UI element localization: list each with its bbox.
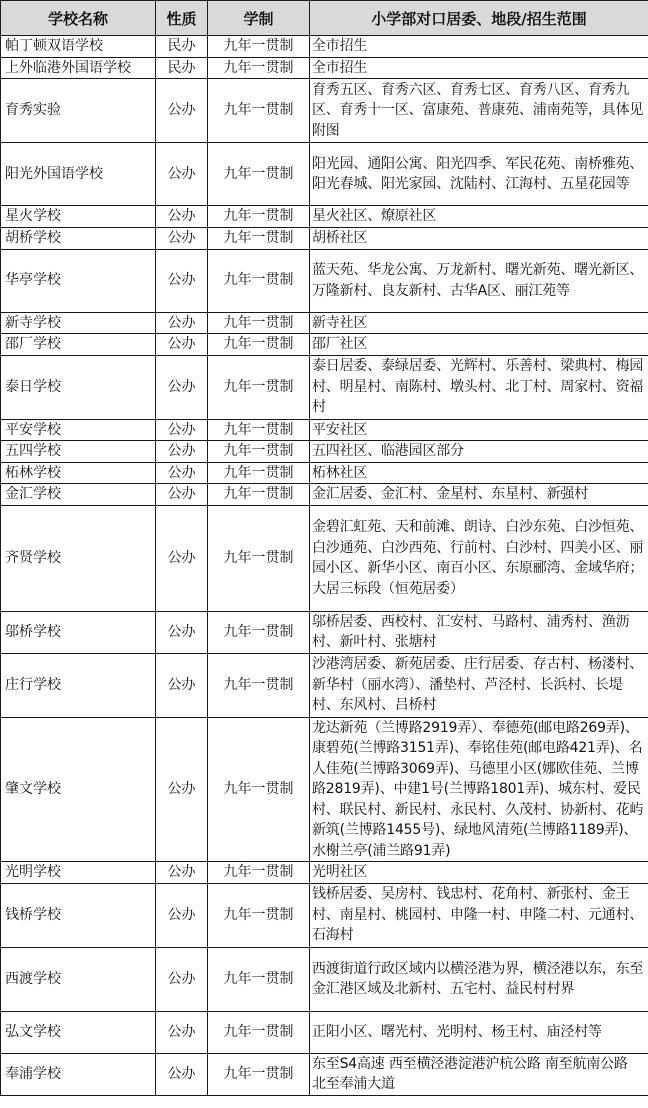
school-name-cell: 胡桥学校: [1, 228, 156, 250]
school-name-cell: 邵厂学校: [1, 334, 156, 356]
table-body: [1, 36, 648, 1096]
table-row: [1, 57, 648, 79]
school-name-cell: 金汇学校: [1, 484, 156, 506]
school-name-cell: 庄行学校: [1, 653, 156, 717]
school-name-cell: 平安学校: [1, 419, 156, 441]
school-type-cell: 公办: [156, 505, 208, 611]
table-row: [1, 206, 648, 228]
enrollment-scope-cell: 星火社区、燎原社区: [310, 206, 648, 228]
school-system-cell: 九年一贯制: [208, 57, 310, 79]
enrollment-scope-cell: 泰日居委、泰绿居委、光辉村、乐善村、梁典村、梅园村、明星村、南陈村、墩头村、北丁村、周家村、资福村: [310, 355, 648, 419]
table-row: [1, 862, 648, 884]
school-type-cell: 公办: [156, 249, 208, 312]
school-name-cell: 上外临港外国语学校: [1, 57, 156, 79]
enrollment-scope-cell: 全市招生: [310, 57, 648, 79]
enrollment-scope-cell: 邵厂社区: [310, 334, 648, 356]
school-system-cell: 九年一贯制: [208, 79, 310, 143]
enrollment-scope-cell: 新寺社区: [310, 312, 648, 334]
school-system-cell: 九年一贯制: [208, 484, 310, 506]
school-name-cell: 弘文学校: [1, 1011, 156, 1053]
school-name-cell: 邬桥学校: [1, 611, 156, 653]
school-system-cell: 九年一贯制: [208, 653, 310, 717]
school-type-cell: 公办: [156, 484, 208, 506]
school-type-cell: 公办: [156, 228, 208, 250]
school-system-cell: 九年一贯制: [208, 206, 310, 228]
school-name-cell: 帕丁顿双语学校: [1, 36, 156, 58]
school-system-cell: 九年一贯制: [208, 883, 310, 947]
school-name-cell: 华亭学校: [1, 249, 156, 312]
enrollment-scope-cell: 金碧汇虹苑、天和前滩、朗诗、白沙东苑、白沙恒苑、白沙通苑、白沙西苑、行前村、白沙村、四美小区、丽园小区、新华小区、南百小区、东原郦湾、金域华府；大居三标段（恒苑居委）: [310, 505, 648, 611]
school-type-cell: 公办: [156, 653, 208, 717]
table-row: [1, 1053, 648, 1095]
enrollment-scope-cell: 平安社区: [310, 419, 648, 441]
table-row: [1, 947, 648, 1011]
header-school-name: 学校名称: [1, 1, 156, 36]
school-type-cell: 公办: [156, 611, 208, 653]
enrollment-scope-cell: 育秀五区、育秀六区、育秀七区、育秀八区、育秀九区、育秀十一区、富康苑、普康苑、浦南苑等，具体见附图: [310, 79, 648, 143]
table-row: [1, 611, 648, 653]
header-school-type: 性质: [156, 1, 208, 36]
table-header-row: [1, 1, 648, 36]
table-row: [1, 355, 648, 419]
school-type-cell: 公办: [156, 355, 208, 419]
enrollment-scope-cell: 光明社区: [310, 862, 648, 884]
header-school-system: 学制: [208, 1, 310, 36]
table-row: [1, 419, 648, 441]
table-row: [1, 334, 648, 356]
school-type-cell: 公办: [156, 419, 208, 441]
enrollment-scope-cell: 沙港湾居委、新苑居委、庄行居委、存古村、杨溇村、新华村（丽水湾）、潘垫村、芦泾村、长浜村、长堤村、东风村、吕桥村: [310, 653, 648, 717]
school-system-cell: 九年一贯制: [208, 228, 310, 250]
school-system-cell: 九年一贯制: [208, 862, 310, 884]
school-name-cell: 柘林学校: [1, 462, 156, 484]
table-row: [1, 883, 648, 947]
school-type-cell: 公办: [156, 862, 208, 884]
school-type-cell: 公办: [156, 79, 208, 143]
school-system-cell: 九年一贯制: [208, 441, 310, 463]
enrollment-scope-cell: 正阳小区、曙光村、光明村、杨王村、庙泾村等: [310, 1011, 648, 1053]
school-system-cell: 九年一贯制: [208, 36, 310, 58]
table-row: [1, 249, 648, 312]
enrollment-scope-cell: 东至S4高速 西至横泾港淀港沪杭公路 南至航南公路 北至奉浦大道: [310, 1053, 648, 1095]
table-row: [1, 653, 648, 717]
table-row: [1, 228, 648, 250]
school-system-cell: 九年一贯制: [208, 419, 310, 441]
enrollment-scope-cell: 龙达新苑（兰博路2919弄）、奉德苑(邮电路269弄)、康碧苑(兰博路3151弄)、奉铭佳苑(邮电路421弄)、名人佳苑(兰博路3069弄)、马德里小区(娜欧佳苑、兰博路2819弄)、中建1号(兰博路1801弄)、城东村、爱民村、联民村、新民村、永民村、久茂村、协新村、花屿新筑(兰博路1455号)、绿地风清苑(兰博路1189弄)、水榭兰亭(浦兰路91弄): [310, 717, 648, 862]
school-type-cell: 公办: [156, 717, 208, 862]
school-type-cell: 公办: [156, 462, 208, 484]
school-system-cell: 九年一贯制: [208, 947, 310, 1011]
school-type-cell: 公办: [156, 206, 208, 228]
school-system-cell: 九年一贯制: [208, 334, 310, 356]
table-row: [1, 1011, 648, 1053]
school-system-cell: 九年一贯制: [208, 312, 310, 334]
school-name-cell: 五四学校: [1, 441, 156, 463]
school-name-cell: 育秀实验: [1, 79, 156, 143]
enrollment-scope-cell: 蓝天苑、华龙公寓、万龙新村、曙光新苑、曙光新区、万隆新村、良友新村、古华A区、丽江苑等: [310, 249, 648, 312]
school-name-cell: 新寺学校: [1, 312, 156, 334]
table-row: [1, 36, 648, 58]
table-row: [1, 143, 648, 206]
school-system-cell: 九年一贯制: [208, 1053, 310, 1095]
enrollment-scope-cell: 西渡街道行政区域内以横泾港为界，横泾港以东，东至金汇港区域及北新村、五宅村、益民村村界: [310, 947, 648, 1011]
school-type-cell: 公办: [156, 947, 208, 1011]
school-name-cell: 肇文学校: [1, 717, 156, 862]
school-type-cell: 公办: [156, 334, 208, 356]
table-row: [1, 312, 648, 334]
school-system-cell: 九年一贯制: [208, 249, 310, 312]
school-name-cell: 钱桥学校: [1, 883, 156, 947]
enrollment-scope-cell: 全市招生: [310, 36, 648, 58]
school-type-cell: 公办: [156, 1053, 208, 1095]
school-name-cell: 光明学校: [1, 862, 156, 884]
enrollment-scope-cell: 金汇居委、金汇村、金星村、东星村、新强村: [310, 484, 648, 506]
school-type-cell: 公办: [156, 312, 208, 334]
school-system-cell: 九年一贯制: [208, 717, 310, 862]
header-enrollment-scope: 小学部对口居委、地段/招生范围: [310, 1, 648, 36]
school-type-cell: 民办: [156, 57, 208, 79]
enrollment-scope-cell: 阳光园、通阳公寓、阳光四季、军民花苑、南桥雅苑、阳光春城、阳光家园、沈陆村、江海村、五星花园等: [310, 143, 648, 206]
enrollment-scope-cell: 邬桥居委、西校村、汇安村、马路村、浦秀村、渔沥村、新叶村、张塘村: [310, 611, 648, 653]
school-system-cell: 九年一贯制: [208, 1011, 310, 1053]
school-type-cell: 公办: [156, 883, 208, 947]
table-row: [1, 462, 648, 484]
school-type-cell: 公办: [156, 441, 208, 463]
table-row: [1, 505, 648, 611]
table-row: [1, 717, 648, 862]
enrollment-scope-cell: 胡桥社区: [310, 228, 648, 250]
school-name-cell: 西渡学校: [1, 947, 156, 1011]
school-name-cell: 泰日学校: [1, 355, 156, 419]
school-system-cell: 九年一贯制: [208, 355, 310, 419]
school-name-cell: 奉浦学校: [1, 1053, 156, 1095]
school-system-cell: 九年一贯制: [208, 462, 310, 484]
school-system-cell: 九年一贯制: [208, 143, 310, 206]
school-name-cell: 星火学校: [1, 206, 156, 228]
table-row: [1, 441, 648, 463]
table-row: [1, 79, 648, 143]
school-type-cell: 公办: [156, 143, 208, 206]
school-system-cell: 九年一贯制: [208, 611, 310, 653]
enrollment-scope-cell: 钱桥居委、吴房村、钱忠村、花角村、新张村、金王村、南星村、桃园村、申隆一村、申隆二村、元通村、石海村: [310, 883, 648, 947]
table-row: [1, 484, 648, 506]
school-name-cell: 阳光外国语学校: [1, 143, 156, 206]
enrollment-scope-cell: 柘林社区: [310, 462, 648, 484]
school-name-cell: 齐贤学校: [1, 505, 156, 611]
school-type-cell: 公办: [156, 1011, 208, 1053]
school-type-cell: 民办: [156, 36, 208, 58]
enrollment-scope-cell: 五四社区、临港园区部分: [310, 441, 648, 463]
school-system-cell: 九年一贯制: [208, 505, 310, 611]
